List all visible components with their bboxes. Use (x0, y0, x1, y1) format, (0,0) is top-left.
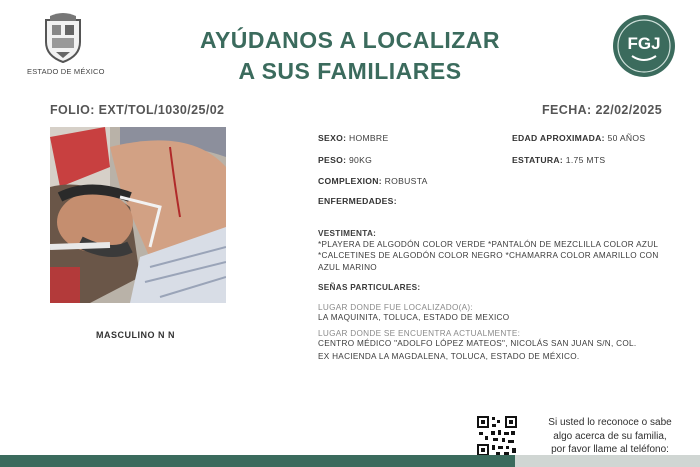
field-edad: EDAD APROXIMADA: 50 AÑOS (512, 133, 646, 143)
contact-line-2: algo acerca de su familia, (553, 431, 667, 442)
lugar-actual-line-2: EX HACIENDA LA MAGDALENA, TOLUCA, ESTADO DE MÉXICO. (318, 352, 580, 361)
person-name: MASCULINO N N (96, 330, 175, 340)
lugar-actual-label: LUGAR DONDE SE ENCUENTRA ACTUALMENTE: (318, 329, 521, 338)
folio-number: FOLIO: EXT/TOL/1030/25/02 (50, 103, 225, 117)
page-title-line1: AYÚDANOS A LOCALIZAR (199, 27, 501, 53)
fgj-logo-text: FGJ (627, 34, 661, 53)
senas-label: SEÑAS PARTICULARES: (318, 283, 421, 292)
field-sexo: SEXO: HOMBRE (318, 133, 389, 143)
vestimenta-line-3: AZUL MARINO (318, 263, 377, 272)
person-photo (50, 127, 226, 303)
qr-code-icon[interactable] (476, 415, 518, 457)
vestimenta-line-1: *PLAYERA DE ALGODÓN COLOR VERDE *PANTALÓN DE MEZCLILLA COLOR AZUL (318, 240, 659, 249)
contact-line-3: por favor llame al teléfono: (551, 444, 669, 455)
vestimenta-label: VESTIMENTA: (318, 229, 377, 238)
vestimenta-line-2: *CALCETINES DE ALGODÓN COLOR NEGRO *CHAMARRA COLOR AMARILLO CON (318, 251, 659, 260)
fgj-seal-icon (612, 14, 676, 78)
field-complexion: COMPLEXION: ROBUSTA (318, 176, 428, 186)
field-peso: PESO: 90KG (318, 155, 373, 165)
estado-de-mexico-shield-icon (40, 12, 86, 64)
lugar-localizado-label: LUGAR DONDE FUE LOCALIZADO(A): (318, 303, 474, 312)
lugar-actual-line-1: CENTRO MÉDICO "ADOLFO LÓPEZ MATEOS", NICOLÁS SAN JUAN S/N, COL. (318, 339, 637, 348)
field-estatura: ESTATURA: 1.75 MTS (512, 155, 606, 165)
state-label: ESTADO DE MÉXICO (27, 67, 105, 76)
footer-bar (0, 455, 515, 467)
report-date: FECHA: 22/02/2025 (542, 103, 663, 117)
field-enfermedades: ENFERMEDADES: (318, 196, 397, 206)
footer-bar-right (515, 455, 700, 467)
lugar-localizado: LA MAQUINITA, TOLUCA, ESTADO DE MEXICO (318, 313, 510, 322)
contact-line-1: Si usted lo reconoce o sabe (548, 417, 672, 428)
page-title-line2: A SUS FAMILIARES (238, 58, 462, 84)
